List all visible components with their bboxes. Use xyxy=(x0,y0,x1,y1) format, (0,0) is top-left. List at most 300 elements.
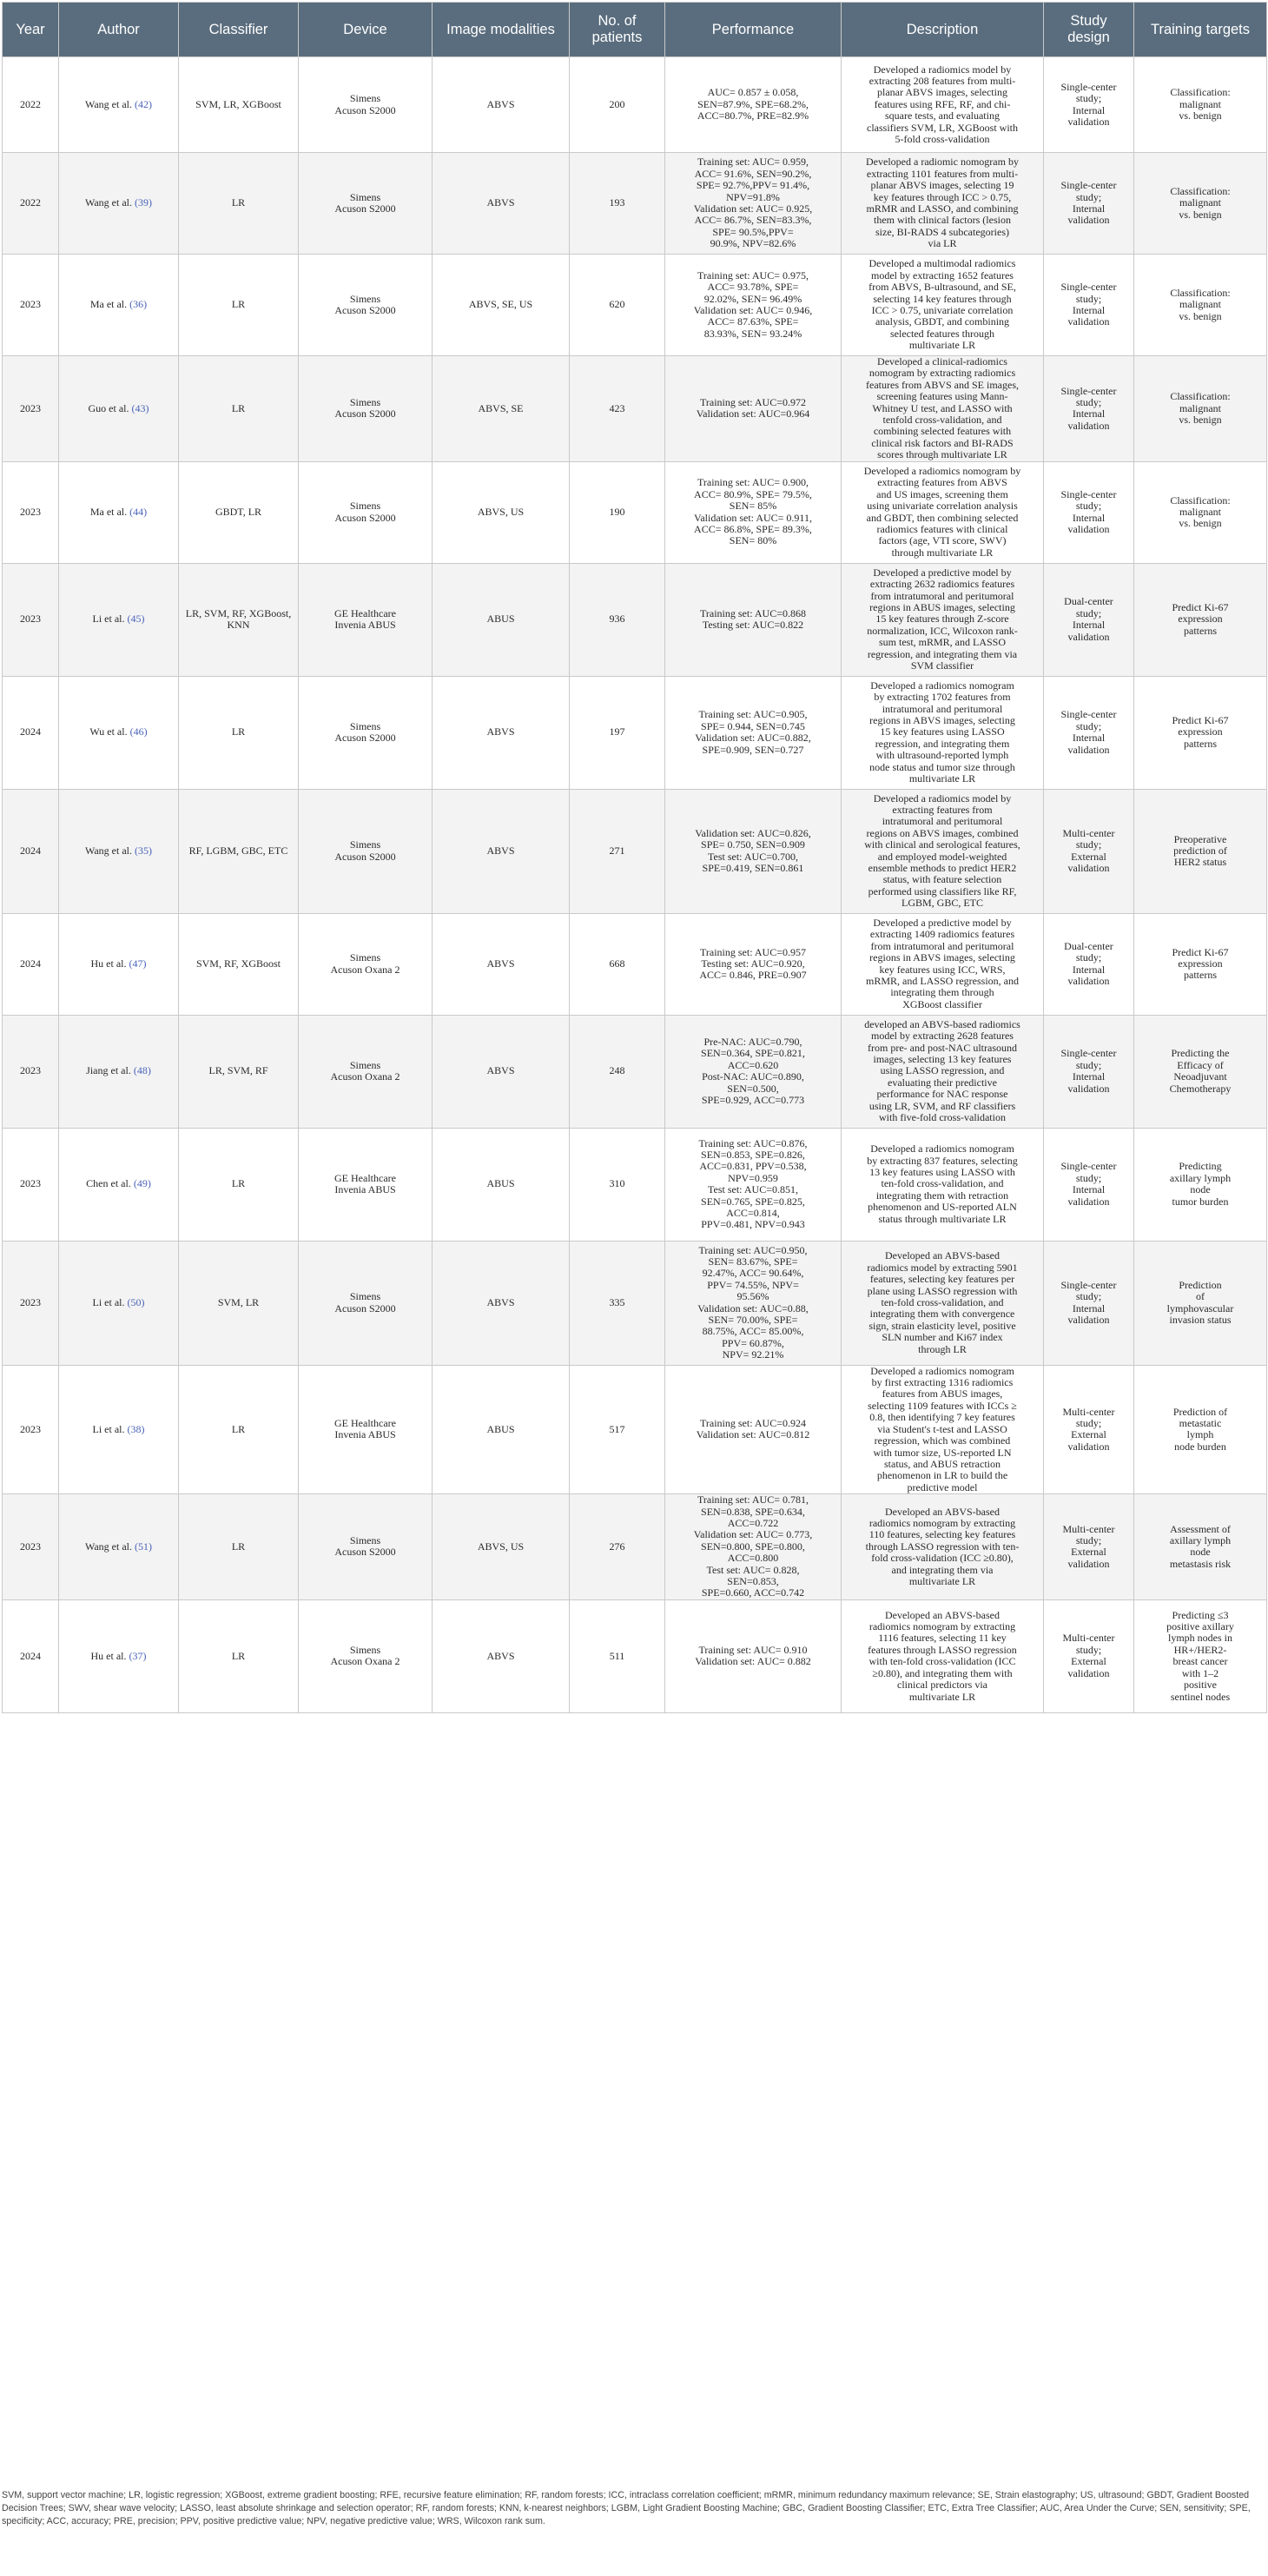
description-line: using LASSO regression, and xyxy=(880,1064,1005,1077)
description-line: combining selected features with xyxy=(873,425,1012,438)
study-design-line: validation xyxy=(1067,743,1110,756)
cell-training-target xyxy=(1134,913,1267,1015)
device-line: Acuson Oxana 2 xyxy=(330,1655,400,1668)
description-line: SLN number and Ki67 index xyxy=(882,1331,1003,1344)
description-line: regions on ABVS images, combined xyxy=(866,826,1019,839)
cell-description xyxy=(842,563,1044,676)
cell-modalities: ABUS xyxy=(433,1365,570,1493)
description-line: extracting 1409 radiomics features xyxy=(869,928,1015,941)
reference-link[interactable]: (50) xyxy=(127,1295,145,1308)
cell-study-design xyxy=(1044,153,1134,255)
cell-device xyxy=(299,1599,433,1712)
cell-training-target xyxy=(1134,356,1267,462)
cell-patients: 248 xyxy=(570,1015,665,1128)
description-line: mRMR, and LASSO regression, and xyxy=(866,975,1019,988)
training-target-line: malignant xyxy=(1179,97,1221,110)
description-line: extracting 1101 features from multi- xyxy=(866,167,1019,180)
description-line: 13 key features using LASSO with xyxy=(869,1166,1015,1179)
cell-study-design xyxy=(1044,563,1134,676)
description-line: 15 key features using LASSO xyxy=(880,725,1005,738)
cell-training-target xyxy=(1134,1015,1267,1128)
description-line: Developed a radiomic nomogram by xyxy=(866,156,1019,169)
reference-link[interactable]: (51) xyxy=(135,1540,152,1553)
cell-study-design xyxy=(1044,1494,1134,1600)
study-design-line: validation xyxy=(1067,419,1110,432)
description-line: regions in ABUS images, selecting xyxy=(869,601,1015,614)
author-name: Wang et al. xyxy=(84,196,132,209)
study-design-line: validation xyxy=(1067,1195,1110,1208)
training-target-line: lymph xyxy=(1186,1428,1214,1441)
description-line: status through multivariate LR xyxy=(878,1212,1007,1225)
reference-link[interactable]: (46) xyxy=(129,725,148,738)
cell-author xyxy=(59,676,179,789)
cell-year: 2024 xyxy=(3,913,59,1015)
training-target-line: Predict Ki-67 xyxy=(1172,945,1229,958)
cell-performance xyxy=(665,789,842,913)
training-target-line: expression xyxy=(1178,957,1223,970)
device-line: Simens xyxy=(349,951,381,964)
study-design-line: study; xyxy=(1075,838,1102,851)
cell-device xyxy=(299,1015,433,1128)
reference-link[interactable]: (44) xyxy=(129,505,148,518)
device-line: Acuson S2000 xyxy=(334,1301,396,1314)
cell-classifier: LR xyxy=(179,1365,299,1493)
table-row xyxy=(3,57,1267,153)
study-design-line: Multi-center xyxy=(1062,1522,1115,1535)
performance-line: SEN=0.853, SPE=0.826, xyxy=(701,1148,805,1161)
description-line: and integrating them via xyxy=(891,1563,994,1576)
performance-line: NPV= 92.21% xyxy=(722,1348,784,1361)
performance-line: SPE= 90.5%,PPV= xyxy=(712,225,794,238)
training-target-line: Predict Ki-67 xyxy=(1172,714,1229,727)
reference-link[interactable]: (48) xyxy=(133,1064,151,1077)
device-line: Simens xyxy=(349,719,381,732)
cell-classifier: LR xyxy=(179,255,299,356)
training-target-line: Assessment of xyxy=(1170,1522,1231,1535)
author-name: Chen et al. xyxy=(86,1177,131,1190)
study-design-line: External xyxy=(1071,850,1106,863)
device-line: Acuson S2000 xyxy=(334,407,396,421)
performance-line: ACC= 80.9%, SPE= 79.5%, xyxy=(694,487,812,500)
performance-line: Training set: AUC= 0.900, xyxy=(697,476,809,489)
description-line: from ABVS, B-ultrasound, and SE, xyxy=(868,281,1016,294)
training-target-line: Predicting the xyxy=(1171,1047,1230,1060)
radiomics-studies-table xyxy=(2,2,1267,1713)
reference-link[interactable]: (49) xyxy=(133,1177,151,1190)
cell-device xyxy=(299,461,433,563)
description-line: multivariate LR xyxy=(908,772,976,785)
author-name: Jiang et al. xyxy=(86,1064,131,1077)
col-header-study-design: Study design xyxy=(1044,3,1134,57)
description-line: 0.8, then identifying 7 key features xyxy=(869,1411,1015,1424)
description-line: extracting 2632 radiomics features xyxy=(869,578,1015,591)
performance-line: ACC= 86.7%, SEN=83.3%, xyxy=(694,214,812,227)
description-line: radiomics nomogram by extracting xyxy=(868,1516,1016,1529)
training-target-line: axillary lymph xyxy=(1169,1534,1232,1547)
description-line: ten-fold cross-validation, and xyxy=(881,1177,1004,1190)
author-name: Li et al. xyxy=(92,1295,125,1308)
description-line: radiomics model by extracting 5901 xyxy=(867,1261,1018,1274)
device-line: Acuson Oxana 2 xyxy=(330,1070,400,1083)
table-row xyxy=(3,563,1267,676)
reference-link[interactable]: (37) xyxy=(129,1649,147,1662)
cell-performance xyxy=(665,913,842,1015)
cell-classifier: LR xyxy=(179,153,299,255)
author-name: Li et al. xyxy=(92,1422,125,1435)
training-target-line: node xyxy=(1190,1546,1211,1559)
study-design-line: Internal xyxy=(1072,1301,1106,1314)
study-design-line: External xyxy=(1071,1428,1106,1441)
study-design-line: validation xyxy=(1067,1314,1110,1327)
description-line: radiomics nomogram by extracting xyxy=(868,1620,1016,1633)
cell-performance xyxy=(665,153,842,255)
training-target-line: Classification: xyxy=(1170,86,1231,99)
cell-performance xyxy=(665,1599,842,1712)
training-target-line: Prediction of xyxy=(1172,1405,1228,1418)
cell-training-target xyxy=(1134,676,1267,789)
performance-line: Training set: AUC= 0.975, xyxy=(697,268,809,281)
training-target-line: Predicting ≤3 xyxy=(1172,1608,1229,1621)
training-target-line: vs. benign xyxy=(1179,208,1222,221)
performance-line: Test set: AUC=0.851, xyxy=(708,1183,798,1196)
device-line: Invenia ABUS xyxy=(334,1183,396,1196)
cell-year: 2023 xyxy=(3,1494,59,1600)
performance-line: Training set: AUC= 0.910 xyxy=(698,1643,808,1656)
performance-line: ACC=0.831, PPV=0.538, xyxy=(699,1160,807,1173)
description-line: and employed model-weighted xyxy=(877,850,1007,863)
cell-modalities: ABVS, US xyxy=(433,461,570,563)
study-design-line: Single-center xyxy=(1060,384,1117,397)
performance-line: SPE= 0.750, SEN=0.909 xyxy=(701,838,805,851)
reference-link[interactable]: (42) xyxy=(135,97,152,110)
cell-description xyxy=(842,1494,1044,1600)
cell-year: 2023 xyxy=(3,563,59,676)
description-line: by first extracting 1316 radiomics xyxy=(871,1376,1014,1389)
performance-line: ACC= 0.846, PRE=0.907 xyxy=(699,969,807,982)
reference-link[interactable]: (35) xyxy=(135,844,152,857)
description-line: extracting 208 features from multi- xyxy=(868,74,1016,87)
description-line: from intratumoral and peritumoral xyxy=(870,589,1014,602)
cell-patients: 276 xyxy=(570,1494,665,1600)
training-target-line: tumor burden xyxy=(1172,1195,1229,1208)
cell-training-target xyxy=(1134,153,1267,255)
cell-classifier: GBDT, LR xyxy=(179,461,299,563)
performance-line: Training set: AUC=0.924 xyxy=(699,1416,806,1429)
performance-line: PPV= 60.87%, xyxy=(722,1336,784,1349)
cell-author xyxy=(59,1599,179,1712)
description-line: size, BI-RADS 4 subcategories) xyxy=(875,225,1009,238)
cell-device xyxy=(299,676,433,789)
cell-author xyxy=(59,356,179,462)
author-name: Guo et al. xyxy=(88,401,129,414)
performance-line: Pre-NAC: AUC=0.790, xyxy=(703,1035,802,1048)
table-body xyxy=(3,57,1267,1713)
study-design-line: Internal xyxy=(1072,963,1106,976)
study-design-line: Internal xyxy=(1072,1070,1106,1083)
description-line: XGBoost classifier xyxy=(902,997,982,1010)
header-row xyxy=(3,3,1267,57)
cell-year: 2022 xyxy=(3,57,59,153)
device-line: Simens xyxy=(349,1290,381,1303)
performance-line: Validation set: AUC= 0.882 xyxy=(695,1655,811,1668)
cell-performance xyxy=(665,461,842,563)
performance-line: ACC=80.7%, PRE=82.9% xyxy=(697,109,809,123)
performance-line: SEN= 80% xyxy=(729,534,777,547)
training-target-line: vs. benign xyxy=(1179,414,1222,427)
table-row xyxy=(3,153,1267,255)
table-row xyxy=(3,1494,1267,1600)
performance-line: Training set: AUC=0.972 xyxy=(699,395,806,408)
description-line: using LR, SVM, and RF classifiers xyxy=(868,1099,1016,1112)
cell-study-design xyxy=(1044,676,1134,789)
performance-line: SEN= 85% xyxy=(729,500,777,513)
cell-year: 2023 xyxy=(3,461,59,563)
study-design-line: Internal xyxy=(1072,732,1106,745)
description-line: clinical risk factors and BI-RADS xyxy=(871,436,1014,449)
study-design-line: validation xyxy=(1067,1082,1110,1095)
description-line: intratumoral and peritumoral xyxy=(882,815,1003,828)
description-line: regression, and integrating them via xyxy=(867,647,1018,660)
cell-year: 2022 xyxy=(3,153,59,255)
cell-study-design xyxy=(1044,1128,1134,1241)
performance-line: ACC= 91.6%, SEN=90.2%, xyxy=(694,167,812,180)
study-design-line: Single-center xyxy=(1060,1047,1117,1060)
cell-author xyxy=(59,563,179,676)
description-line: model by extracting 2628 features xyxy=(871,1030,1014,1043)
performance-line: Testing set: AUC=0.920, xyxy=(701,957,805,970)
col-header-device: Device xyxy=(299,3,433,57)
description-line: multivariate LR xyxy=(908,1574,976,1587)
training-target-line: Efficacy of xyxy=(1177,1058,1224,1071)
cell-training-target xyxy=(1134,563,1267,676)
device-line: Simens xyxy=(349,1058,381,1071)
cell-patients: 271 xyxy=(570,789,665,913)
cell-device xyxy=(299,1241,433,1365)
cell-classifier: LR xyxy=(179,356,299,462)
study-design-line: validation xyxy=(1067,1440,1110,1453)
performance-line: Training set: AUC= 0.959, xyxy=(697,156,809,169)
performance-line: SEN=0.838, SPE=0.634, xyxy=(701,1505,805,1518)
cell-author xyxy=(59,1015,179,1128)
performance-line: Validation set: AUC= 0.925, xyxy=(693,202,813,215)
table-row xyxy=(3,461,1267,563)
cell-patients: 423 xyxy=(570,356,665,462)
table-row xyxy=(3,1599,1267,1712)
cell-author xyxy=(59,461,179,563)
training-target-line: HER2 status xyxy=(1173,856,1227,869)
study-design-line: External xyxy=(1071,1546,1106,1559)
description-line: features, selecting key features per xyxy=(869,1273,1015,1286)
description-line: extracting features from ABVS xyxy=(877,476,1007,489)
study-design-line: study; xyxy=(1075,606,1102,619)
description-line: planar ABVS images, selecting xyxy=(877,86,1007,99)
cell-device xyxy=(299,789,433,913)
description-line: Developed a radiomics nomogram xyxy=(870,679,1014,692)
performance-line: 95.56% xyxy=(736,1290,769,1303)
col-header-patients: No. of patients xyxy=(570,3,665,57)
description-line: predictive model xyxy=(907,1480,978,1493)
description-line: status, and ABUS retraction xyxy=(884,1457,1001,1470)
training-target-line: patterns xyxy=(1184,969,1217,982)
author-name: Wu et al. xyxy=(89,725,128,738)
cell-patients: 511 xyxy=(570,1599,665,1712)
cell-description xyxy=(842,1015,1044,1128)
cell-study-design xyxy=(1044,789,1134,913)
cell-performance xyxy=(665,1494,842,1600)
cell-description xyxy=(842,1241,1044,1365)
cell-year: 2024 xyxy=(3,676,59,789)
cell-classifier: LR, SVM, RF xyxy=(179,1015,299,1128)
performance-line: 90.9%, NPV=82.6% xyxy=(710,237,796,250)
study-design-line: Single-center xyxy=(1060,708,1117,721)
description-line: 5-fold cross-validation xyxy=(895,133,990,146)
study-design-line: Internal xyxy=(1072,304,1106,316)
cell-description xyxy=(842,1128,1044,1241)
cell-modalities: ABVS xyxy=(433,1241,570,1365)
description-line: Developed an ABVS-based xyxy=(885,1505,1000,1518)
reference-link[interactable]: (43) xyxy=(131,401,149,414)
performance-line: Training set: AUC=0.868 xyxy=(699,606,806,619)
study-design-line: Dual-center xyxy=(1064,595,1113,608)
cell-performance xyxy=(665,1015,842,1128)
training-target-line: sentinel nodes xyxy=(1170,1690,1231,1703)
cell-modalities: ABVS xyxy=(433,1599,570,1712)
device-line: Simens xyxy=(349,395,381,408)
cell-patients: 200 xyxy=(570,57,665,153)
description-line: 15 key features through Z-score xyxy=(875,613,1009,626)
description-line: multivariate LR xyxy=(908,339,976,352)
training-target-line: expression xyxy=(1178,725,1223,738)
cell-year: 2023 xyxy=(3,1365,59,1493)
study-design-line: validation xyxy=(1067,862,1110,875)
description-line: selected features through xyxy=(890,327,994,340)
training-target-line: metastasis risk xyxy=(1169,1557,1232,1570)
description-line: radiomics features with clinical xyxy=(876,523,1008,536)
performance-line: Test set: AUC=0.700, xyxy=(708,850,798,863)
training-target-line: lymphovascular xyxy=(1166,1301,1234,1314)
description-line: phenomenon and US-reported ALN xyxy=(868,1201,1017,1214)
author-name: Ma et al. xyxy=(89,298,128,311)
performance-line: Validation set: AUC= 0.911, xyxy=(694,511,812,524)
performance-line: Validation set: AUC=0.826, xyxy=(695,826,811,839)
cell-modalities: ABVS xyxy=(433,153,570,255)
table-row xyxy=(3,1241,1267,1365)
reference-link[interactable]: (39) xyxy=(135,196,152,209)
cell-patients: 310 xyxy=(570,1128,665,1241)
cell-training-target xyxy=(1134,1599,1267,1712)
description-line: 110 features, selecting key features xyxy=(868,1528,1016,1541)
description-line: selecting 1109 features with ICCs ≥ xyxy=(868,1399,1017,1412)
cell-device xyxy=(299,255,433,356)
performance-line: NPV=0.959 xyxy=(728,1171,778,1184)
study-design-line: validation xyxy=(1067,630,1110,643)
training-target-line: Classification: xyxy=(1170,493,1231,507)
cell-description xyxy=(842,676,1044,789)
training-target-line: malignant xyxy=(1179,298,1221,311)
cell-patients: 193 xyxy=(570,153,665,255)
description-line: Developed a predictive model by xyxy=(873,566,1012,579)
performance-line: SPE=0.929, ACC=0.773 xyxy=(701,1093,805,1106)
performance-line: Validation set: AUC=0.882, xyxy=(695,732,811,745)
training-target-line: node burden xyxy=(1174,1440,1226,1453)
description-line: sign, strain elasticity level, positive xyxy=(868,1319,1016,1332)
study-design-line: study; xyxy=(1075,190,1102,203)
cell-classifier: LR xyxy=(179,1599,299,1712)
performance-line: ACC= 93.78%, SPE= xyxy=(707,281,799,294)
col-header-year: Year xyxy=(3,3,59,57)
description-line: plane using LASSO regression with xyxy=(867,1284,1018,1297)
study-design-line: Internal xyxy=(1072,511,1106,524)
cell-study-design xyxy=(1044,1365,1134,1493)
study-design-line: Multi-center xyxy=(1062,1405,1115,1418)
description-line: ensemble methods to predict HER2 xyxy=(868,862,1017,875)
cell-device xyxy=(299,1365,433,1493)
cell-description xyxy=(842,789,1044,913)
cell-training-target xyxy=(1134,1241,1267,1365)
device-line: Simens xyxy=(349,292,381,305)
performance-line: Training set: AUC=0.905, xyxy=(698,708,808,721)
device-line: Acuson S2000 xyxy=(334,850,396,863)
study-design-line: study; xyxy=(1075,1416,1102,1429)
study-design-line: study; xyxy=(1075,1534,1102,1547)
study-design-line: study; xyxy=(1075,92,1102,105)
cell-performance xyxy=(665,563,842,676)
study-design-line: study; xyxy=(1075,395,1102,408)
description-line: phenomenon in LR to build the xyxy=(876,1469,1008,1482)
reference-link[interactable]: (47) xyxy=(129,957,147,970)
reference-link[interactable]: (45) xyxy=(127,613,145,626)
description-line: Developed a radiomics model by xyxy=(873,791,1012,805)
description-line: through LASSO regression with ten- xyxy=(865,1540,1020,1553)
performance-line: ACC=0.722 xyxy=(727,1516,779,1529)
study-design-line: study; xyxy=(1075,951,1102,964)
author-name: Wang et al. xyxy=(84,1540,132,1553)
description-line: SVM classifier xyxy=(910,659,974,672)
performance-line: SPE=0.419, SEN=0.861 xyxy=(702,862,804,875)
cell-description xyxy=(842,461,1044,563)
study-design-line: Single-center xyxy=(1060,1278,1117,1291)
performance-line: ACC=0.800 xyxy=(727,1552,779,1565)
training-target-line: Predicting xyxy=(1179,1160,1222,1173)
training-target-line: positive axillary xyxy=(1166,1620,1234,1633)
description-line: Developed a clinical-radiomics xyxy=(877,355,1007,368)
reference-link[interactable]: (38) xyxy=(127,1422,145,1435)
description-line: status, with feature selection xyxy=(882,873,1002,886)
training-target-line: Classification: xyxy=(1170,390,1231,403)
cell-training-target xyxy=(1134,789,1267,913)
performance-line: Validation set: AUC= 0.773, xyxy=(693,1528,813,1541)
training-target-line: invasion status xyxy=(1169,1314,1232,1327)
description-line: developed an ABVS-based radiomics xyxy=(864,1017,1020,1030)
training-target-line: Chemotherapy xyxy=(1169,1082,1232,1095)
performance-line: SEN=0.853, xyxy=(727,1574,779,1587)
cell-training-target xyxy=(1134,255,1267,356)
description-line: extracting features from xyxy=(892,804,993,817)
cell-performance xyxy=(665,57,842,153)
performance-line: SPE= 0.944, SEN=0.745 xyxy=(701,719,805,732)
device-line: Acuson S2000 xyxy=(334,304,396,316)
description-line: them with clinical factors (lesion xyxy=(874,214,1011,227)
cell-device xyxy=(299,1494,433,1600)
cell-description xyxy=(842,1365,1044,1493)
performance-line: Validation set: AUC= 0.946, xyxy=(693,304,813,316)
reference-link[interactable]: (36) xyxy=(129,298,148,311)
cell-performance xyxy=(665,1128,842,1241)
device-line: Simens xyxy=(349,838,381,851)
cell-year: 2023 xyxy=(3,1015,59,1128)
description-line: planar ABVS images, selecting 19 xyxy=(870,179,1014,192)
cell-year: 2024 xyxy=(3,789,59,913)
